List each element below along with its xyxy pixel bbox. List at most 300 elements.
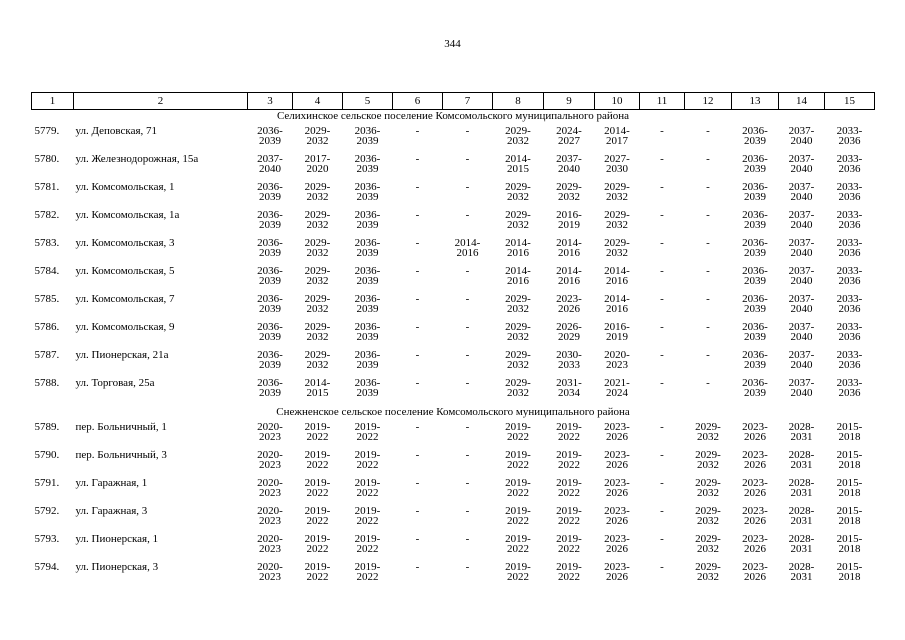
period-cell <box>393 210 443 238</box>
period-start: - <box>660 265 664 277</box>
period-cell <box>732 294 779 322</box>
period-start: 2019- <box>556 533 582 545</box>
period-end: 2039 <box>744 163 766 175</box>
period-end: 2032 <box>306 135 329 147</box>
period-end: 2032 <box>306 303 329 315</box>
period-start: - <box>415 533 420 545</box>
period-start: - <box>660 477 664 489</box>
period-start: - <box>465 125 470 137</box>
period-end: 2039 <box>744 387 766 399</box>
period-end: 2032 <box>507 359 529 371</box>
period-start: 2036- <box>257 293 283 305</box>
period-start: 2029- <box>304 349 331 361</box>
period-cell <box>493 350 544 378</box>
period-cell <box>493 478 544 506</box>
period-end: 2040 <box>790 303 813 315</box>
period-start: 2029- <box>604 181 630 193</box>
period-start: 2029- <box>604 209 630 221</box>
period-end: 2039 <box>356 387 379 399</box>
column-header: 1 <box>32 93 74 110</box>
period-start: 2029- <box>695 505 721 517</box>
period-cell <box>595 378 640 406</box>
period-cell <box>779 506 825 534</box>
period-cell <box>595 450 640 478</box>
column-header: 2 <box>74 93 248 110</box>
period-cell <box>732 419 779 450</box>
period-end: 2019 <box>558 219 580 231</box>
period-start: 2020- <box>257 449 283 461</box>
period-start: - <box>660 505 664 517</box>
table-row <box>32 210 875 238</box>
period-start: 2036- <box>257 349 283 361</box>
period-cell <box>640 450 685 478</box>
period-start: 2037- <box>788 153 815 165</box>
period-start: 2023- <box>604 449 630 461</box>
period-end: 2016 <box>507 247 529 259</box>
period-end: 2032 <box>507 191 529 203</box>
period-end: 2023 <box>259 543 281 555</box>
period-start: - <box>415 561 420 573</box>
period-end: 2018 <box>838 487 861 499</box>
period-cell <box>640 419 685 450</box>
row-number: 5790. <box>34 449 60 461</box>
row-number: 5779. <box>34 125 60 137</box>
period-cell <box>293 238 343 266</box>
page-number: 344 <box>444 38 461 50</box>
address-cell: ул. Комсомольская, 7 <box>75 293 175 305</box>
period-cell <box>825 378 875 406</box>
period-cell <box>443 238 493 266</box>
period-start: 2014- <box>604 265 630 277</box>
period-cell <box>825 123 875 154</box>
period-cell <box>640 266 685 294</box>
period-cell <box>293 123 343 154</box>
period-cell <box>443 154 493 182</box>
period-cell <box>393 266 443 294</box>
period-cell <box>685 562 732 590</box>
period-start: - <box>465 505 470 517</box>
period-end: 2022 <box>558 459 580 471</box>
period-start: 2020- <box>257 505 283 517</box>
period-end: 2040 <box>790 275 813 287</box>
period-end: 2032 <box>306 219 329 231</box>
period-end: 2023 <box>606 359 628 371</box>
column-header: 9 <box>544 93 595 110</box>
period-end: 2039 <box>259 135 281 147</box>
period-cell <box>343 266 393 294</box>
period-start: - <box>660 293 664 305</box>
table-row <box>32 562 875 590</box>
period-end: 2039 <box>744 247 766 259</box>
period-cell <box>732 378 779 406</box>
period-cell <box>779 238 825 266</box>
period-cell <box>493 450 544 478</box>
column-header: 6 <box>393 93 443 110</box>
period-start: - <box>660 421 664 433</box>
period-end: 2039 <box>744 135 766 147</box>
period-start: 2028- <box>788 505 815 517</box>
period-end: 2032 <box>507 331 529 343</box>
period-start: - <box>415 265 420 277</box>
period-cell <box>248 378 293 406</box>
period-end: 2031 <box>790 543 813 555</box>
period-start: 2019- <box>354 449 381 461</box>
period-cell <box>779 322 825 350</box>
period-start: - <box>706 237 710 249</box>
period-start: 2036- <box>742 181 768 193</box>
period-start: - <box>706 265 710 277</box>
column-header: 10 <box>595 93 640 110</box>
period-cell <box>595 534 640 562</box>
period-cell <box>493 266 544 294</box>
period-end: 2018 <box>838 571 861 583</box>
period-cell <box>544 294 595 322</box>
period-end: 2022 <box>507 571 529 583</box>
period-start: 2020- <box>257 477 283 489</box>
period-end: 2027 <box>558 135 580 147</box>
period-start: 2019- <box>556 477 582 489</box>
period-cell <box>393 534 443 562</box>
period-end: 2039 <box>259 359 281 371</box>
period-end: 2039 <box>356 219 379 231</box>
period-start: 2036- <box>354 377 381 389</box>
period-start: - <box>415 477 420 489</box>
table-body <box>32 110 875 591</box>
period-cell <box>595 419 640 450</box>
row-number: 5793. <box>34 533 60 545</box>
period-cell <box>544 123 595 154</box>
period-start: 2037- <box>788 181 815 193</box>
period-start: - <box>415 125 420 137</box>
period-cell <box>493 378 544 406</box>
period-start: - <box>660 377 664 389</box>
period-end: 2022 <box>507 515 529 527</box>
period-start: 2036- <box>742 377 768 389</box>
period-end: 2040 <box>790 247 813 259</box>
period-cell <box>443 294 493 322</box>
period-start: 2021- <box>604 377 630 389</box>
period-cell <box>825 478 875 506</box>
period-cell <box>779 562 825 590</box>
period-start: 2029- <box>604 237 630 249</box>
period-cell <box>293 534 343 562</box>
period-start: - <box>465 377 470 389</box>
period-cell <box>685 419 732 450</box>
period-start: 2023- <box>604 533 630 545</box>
period-cell <box>393 506 443 534</box>
period-cell <box>825 562 875 590</box>
period-start: 2020- <box>604 349 630 361</box>
period-start: 2015- <box>836 505 863 517</box>
period-end: 2019 <box>606 331 628 343</box>
period-end: 2040 <box>259 163 281 175</box>
period-cell <box>640 210 685 238</box>
period-start: - <box>415 293 420 305</box>
period-cell <box>779 266 825 294</box>
period-end: 2022 <box>558 571 580 583</box>
period-start: 2014- <box>505 265 531 277</box>
period-end: 2032 <box>697 459 719 471</box>
period-cell <box>640 123 685 154</box>
period-end: 2026 <box>606 459 628 471</box>
period-cell <box>248 562 293 590</box>
period-end: 2032 <box>606 219 628 231</box>
period-cell <box>393 450 443 478</box>
period-cell <box>685 182 732 210</box>
period-start: 2036- <box>257 377 283 389</box>
period-start: 2037- <box>788 293 815 305</box>
period-cell <box>732 478 779 506</box>
period-cell <box>640 238 685 266</box>
column-header: 8 <box>493 93 544 110</box>
period-cell <box>732 123 779 154</box>
address-cell: ул. Комсомольская, 1а <box>75 209 180 221</box>
period-start: 2019- <box>304 421 331 433</box>
period-cell <box>248 182 293 210</box>
period-cell <box>293 450 343 478</box>
period-cell <box>544 182 595 210</box>
period-cell <box>493 506 544 534</box>
period-end: 2022 <box>306 487 329 499</box>
period-end: 2032 <box>697 571 719 583</box>
period-cell <box>544 378 595 406</box>
period-start: - <box>465 209 470 221</box>
period-end: 2022 <box>507 431 529 443</box>
period-cell <box>544 154 595 182</box>
period-cell <box>248 450 293 478</box>
row-number: 5789. <box>34 421 60 433</box>
period-cell <box>640 378 685 406</box>
period-start: 2024- <box>556 125 582 137</box>
period-end: 2026 <box>558 303 580 315</box>
address-cell: ул. Гаражная, 1 <box>75 477 148 489</box>
section-header-row <box>32 406 875 419</box>
period-start: - <box>415 237 420 249</box>
table-row <box>32 506 875 534</box>
address-cell: ул. Комсомольская, 1 <box>75 181 175 193</box>
address-cell: ул. Комсомольская, 5 <box>75 265 175 277</box>
period-end: 2022 <box>306 515 329 527</box>
period-start: 2016- <box>556 209 582 221</box>
period-end: 2020 <box>306 163 329 175</box>
period-end: 2040 <box>790 135 813 147</box>
period-start: 2019- <box>354 505 381 517</box>
period-end: 2022 <box>306 571 329 583</box>
period-start: 2036- <box>742 209 768 221</box>
row-number: 5794. <box>34 561 60 573</box>
period-cell <box>443 534 493 562</box>
period-cell <box>493 210 544 238</box>
period-start: - <box>415 449 420 461</box>
period-end: 2022 <box>558 543 580 555</box>
period-end: 2032 <box>606 247 628 259</box>
period-cell <box>595 123 640 154</box>
period-cell <box>248 210 293 238</box>
period-cell <box>493 182 544 210</box>
period-end: 2039 <box>356 359 379 371</box>
period-end: 2026 <box>744 571 766 583</box>
period-cell <box>343 238 393 266</box>
period-start: - <box>660 209 664 221</box>
period-start: 2019- <box>505 561 531 573</box>
period-start: 2020- <box>257 561 283 573</box>
period-start: 2029- <box>304 209 331 221</box>
period-end: 2031 <box>790 515 813 527</box>
period-end: 2039 <box>259 303 281 315</box>
period-end: 2039 <box>744 275 766 287</box>
period-cell <box>443 266 493 294</box>
period-start: 2019- <box>304 505 331 517</box>
row-number: 5792. <box>34 505 60 517</box>
period-start: 2019- <box>505 449 531 461</box>
address-cell: ул. Деповская, 71 <box>75 125 158 137</box>
period-end: 2032 <box>606 191 628 203</box>
period-cell <box>732 154 779 182</box>
period-start: - <box>415 349 420 361</box>
period-cell <box>595 478 640 506</box>
period-end: 2039 <box>744 331 766 343</box>
period-end: 2023 <box>259 571 281 583</box>
period-cell <box>640 182 685 210</box>
period-end: 2036 <box>838 163 861 175</box>
period-cell <box>248 322 293 350</box>
period-cell <box>732 450 779 478</box>
period-start: 2037- <box>788 321 815 333</box>
period-start: - <box>706 377 710 389</box>
period-cell <box>825 210 875 238</box>
period-cell <box>825 534 875 562</box>
period-cell <box>779 182 825 210</box>
period-end: 2022 <box>356 543 379 555</box>
period-cell <box>393 322 443 350</box>
period-cell <box>248 123 293 154</box>
period-end: 2031 <box>790 487 813 499</box>
period-cell <box>343 123 393 154</box>
period-end: 2022 <box>507 459 529 471</box>
period-cell <box>685 378 732 406</box>
period-start: 2036- <box>354 265 381 277</box>
period-start: 2029- <box>304 293 331 305</box>
period-cell <box>595 562 640 590</box>
period-start: 2029- <box>695 533 721 545</box>
period-end: 2023 <box>259 487 281 499</box>
row-number: 5780. <box>34 153 60 165</box>
column-header: 15 <box>825 93 875 110</box>
table-row <box>32 350 875 378</box>
period-start: 2029- <box>304 125 331 137</box>
period-start: 2036- <box>354 181 381 193</box>
period-start: 2037- <box>556 153 582 165</box>
period-start: 2029- <box>505 181 531 193</box>
period-end: 2026 <box>606 515 628 527</box>
period-start: 2029- <box>304 321 331 333</box>
period-start: - <box>415 421 420 433</box>
period-end: 2015 <box>507 163 529 175</box>
period-end: 2033 <box>558 359 580 371</box>
period-end: 2026 <box>744 543 766 555</box>
period-end: 2022 <box>356 487 379 499</box>
period-start: 2023- <box>604 561 630 573</box>
period-cell <box>685 322 732 350</box>
period-cell <box>825 450 875 478</box>
table-row <box>32 534 875 562</box>
address-cell: ул. Комсомольская, 3 <box>75 237 175 249</box>
period-cell <box>640 506 685 534</box>
period-cell <box>779 210 825 238</box>
address-cell: ул. Железнодорожная, 15а <box>75 153 199 165</box>
period-end: 2036 <box>838 247 861 259</box>
period-cell <box>640 350 685 378</box>
period-cell <box>248 238 293 266</box>
period-start: - <box>415 153 420 165</box>
address-cell: ул. Гаражная, 3 <box>75 505 148 517</box>
period-cell <box>493 238 544 266</box>
table-row <box>32 378 875 406</box>
period-end: 2022 <box>306 543 329 555</box>
period-cell <box>732 506 779 534</box>
period-end: 2032 <box>507 135 529 147</box>
period-cell <box>544 238 595 266</box>
period-start: 2015- <box>836 533 863 545</box>
period-end: 2040 <box>790 331 813 343</box>
period-start: - <box>706 321 710 333</box>
period-cell <box>343 478 393 506</box>
period-start: 2019- <box>505 421 531 433</box>
period-start: 2036- <box>354 125 381 137</box>
period-end: 2022 <box>306 459 329 471</box>
period-end: 2032 <box>306 275 329 287</box>
period-cell <box>343 322 393 350</box>
period-start: 2019- <box>304 533 331 545</box>
period-cell <box>493 562 544 590</box>
period-cell <box>595 322 640 350</box>
period-start: 2014- <box>556 265 582 277</box>
period-cell <box>343 562 393 590</box>
period-start: 2036- <box>742 349 768 361</box>
period-start: 2015- <box>836 421 863 433</box>
period-end: 2026 <box>744 487 766 499</box>
period-cell <box>825 294 875 322</box>
period-start: - <box>660 533 664 545</box>
address-cell: пер. Больничный, 1 <box>75 421 167 433</box>
period-end: 2036 <box>838 135 861 147</box>
period-cell <box>685 266 732 294</box>
address-cell: ул. Комсомольская, 9 <box>75 321 175 333</box>
address-cell: ул. Торговая, 25а <box>75 377 155 389</box>
period-cell <box>685 154 732 182</box>
period-start: 2019- <box>505 533 531 545</box>
period-cell <box>825 182 875 210</box>
period-end: 2040 <box>558 163 580 175</box>
period-end: 2023 <box>259 431 281 443</box>
period-end: 2039 <box>259 387 281 399</box>
address-cell: ул. Пионерская, 21а <box>75 349 169 361</box>
period-end: 2022 <box>306 431 329 443</box>
period-start: 2037- <box>788 237 815 249</box>
period-end: 2040 <box>790 191 813 203</box>
period-end: 2026 <box>744 459 766 471</box>
column-header: 11 <box>640 93 685 110</box>
period-cell <box>685 294 732 322</box>
period-cell <box>595 350 640 378</box>
period-cell <box>825 154 875 182</box>
period-start: 2037- <box>788 125 815 137</box>
period-end: 2032 <box>306 191 329 203</box>
period-cell <box>685 238 732 266</box>
period-cell <box>443 378 493 406</box>
period-start: 2036- <box>257 125 283 137</box>
address-cell: ул. Пионерская, 3 <box>75 561 159 573</box>
